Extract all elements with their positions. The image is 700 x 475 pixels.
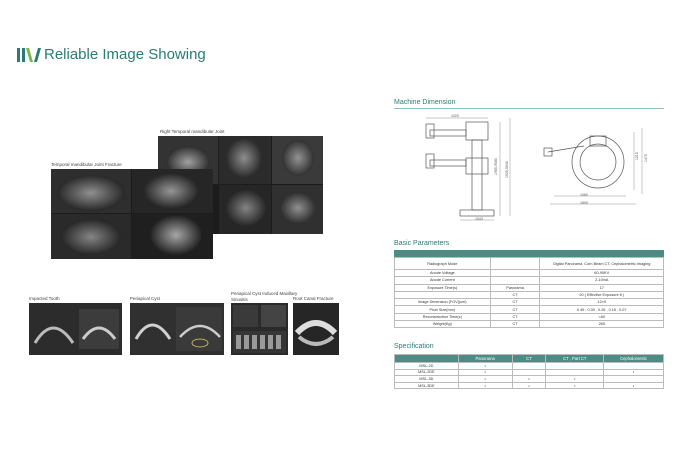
- spec-cell: •: [604, 382, 664, 389]
- spec-model: MSL-3DE: [395, 382, 459, 389]
- basic-parameters-bar: [394, 250, 664, 257]
- param-value: 17: [540, 284, 664, 291]
- spec-cell: •: [512, 382, 546, 389]
- param-name: Anode Voltage: [395, 270, 491, 277]
- param-mode: CT: [490, 321, 540, 328]
- dim-side-b: 1475: [644, 154, 648, 162]
- spec-model: MSL-2D: [395, 363, 459, 370]
- param-name: Weight(Kg): [395, 321, 491, 328]
- param-value: 12×9: [540, 299, 664, 306]
- machine-divider: [394, 108, 664, 109]
- spec-cell: •: [458, 363, 512, 370]
- specification-table: [394, 354, 664, 389]
- specification-title: Specification: [394, 343, 434, 350]
- impacted-tooth-image: [29, 303, 122, 355]
- spec-header: CT: [512, 355, 546, 363]
- spec-cell: [546, 363, 604, 370]
- spec-cell: •: [546, 382, 604, 389]
- table-row: [395, 321, 664, 328]
- param-value: 60-90KV: [540, 270, 664, 277]
- param-mode: [490, 258, 540, 270]
- machine-front-drawing: [420, 114, 525, 224]
- param-name: Pixel Size(mm): [395, 306, 491, 313]
- spec-header: Cephalometric: [604, 355, 664, 363]
- param-value: <60: [540, 313, 664, 320]
- param-name: Anode Current: [395, 277, 491, 284]
- param-mode: Panorama: [490, 284, 540, 291]
- spec-cell: [604, 363, 664, 370]
- tmj-right-caption: Right Temporal mandibular Joint: [160, 129, 225, 134]
- spec-model: MSL-3D: [395, 376, 459, 383]
- param-mode: [490, 270, 540, 277]
- table-row: [395, 306, 664, 313]
- table-row: [395, 369, 664, 376]
- param-value: 0.45 , 0.30 , 0.26 , 0.15 , 0.07: [540, 306, 664, 313]
- table-row: [395, 277, 664, 284]
- spec-header-row: [395, 355, 664, 363]
- page-title: Reliable Image Showing: [44, 46, 206, 63]
- dim-top-width: 1020: [451, 114, 459, 118]
- spec-cell: [546, 369, 604, 376]
- impacted-tooth-caption: Impacted Tooth: [29, 296, 60, 301]
- spec-header: Panorama: [458, 355, 512, 363]
- dim-depth-b: 1800: [580, 201, 588, 205]
- spec-cell: •: [604, 369, 664, 376]
- spec-cell: •: [546, 376, 604, 383]
- machine-dimension-title: Machine Dimension: [394, 99, 456, 106]
- spec-cell: [512, 369, 546, 376]
- table-row: [395, 382, 664, 389]
- periapical-cyst-caption: Periapical Cyst: [130, 296, 161, 301]
- root-canal-image: [293, 303, 339, 355]
- spec-header: [395, 355, 459, 363]
- param-value: 2-10mA: [540, 277, 664, 284]
- param-mode: [490, 277, 540, 284]
- table-row: [395, 284, 664, 291]
- basic-parameters-title: Basic Parameters: [394, 240, 450, 247]
- dim-height-b: 1925-5640: [505, 161, 509, 178]
- spec-cell: •: [458, 376, 512, 383]
- tmj-fracture-image: [51, 169, 213, 259]
- machine-top-drawing: [540, 118, 650, 210]
- param-value: 265: [540, 321, 664, 328]
- dim-height-a: 1985-9580: [494, 158, 498, 175]
- dim-side-a: 1210: [635, 152, 639, 160]
- table-row: [395, 270, 664, 277]
- spec-cell: •: [458, 369, 512, 376]
- param-value: Digital Panorama, Corn Beam CT, Cephalometric Imaging: [540, 258, 664, 270]
- root-canal-caption: Root Canal Fracture: [293, 296, 334, 301]
- periapical-cyst-image: [130, 303, 224, 355]
- param-name: Image Dimension (FOV)(cm): [395, 299, 491, 306]
- table-row: [395, 258, 664, 270]
- basic-parameters-table: [394, 257, 664, 328]
- sinusitis-caption: Periapical Cyst Induced Maxillary Sinusitis: [231, 291, 298, 302]
- table-row: [395, 291, 664, 298]
- param-name: [395, 291, 491, 298]
- param-mode: CT: [490, 306, 540, 313]
- param-mode: CT: [490, 299, 540, 306]
- spec-cell: [604, 376, 664, 383]
- spec-cell: •: [512, 376, 546, 383]
- spec-model: MSL-2DE: [395, 369, 459, 376]
- table-row: [395, 313, 664, 320]
- table-row: [395, 363, 664, 370]
- param-name: Reconstruction Time(s): [395, 313, 491, 320]
- brand-logo: [17, 48, 41, 62]
- spec-cell: •: [458, 382, 512, 389]
- param-name: Exposure Time(s): [395, 284, 491, 291]
- param-mode: CT: [490, 313, 540, 320]
- table-row: [395, 376, 664, 383]
- param-value: 20 ( Effective Exposure 8 ): [540, 291, 664, 298]
- tmj-fracture-caption: Temporal mandibular Joint Fracture: [51, 162, 122, 167]
- spec-header: CT , Part CT: [546, 355, 604, 363]
- param-mode: CT: [490, 291, 540, 298]
- dim-base-width: 1043: [475, 217, 483, 221]
- sinusitis-image: [231, 303, 288, 355]
- param-name: Radiograph Mode: [395, 258, 491, 270]
- dim-depth-a: 1060: [580, 193, 588, 197]
- table-row: [395, 299, 664, 306]
- spec-cell: [512, 363, 546, 370]
